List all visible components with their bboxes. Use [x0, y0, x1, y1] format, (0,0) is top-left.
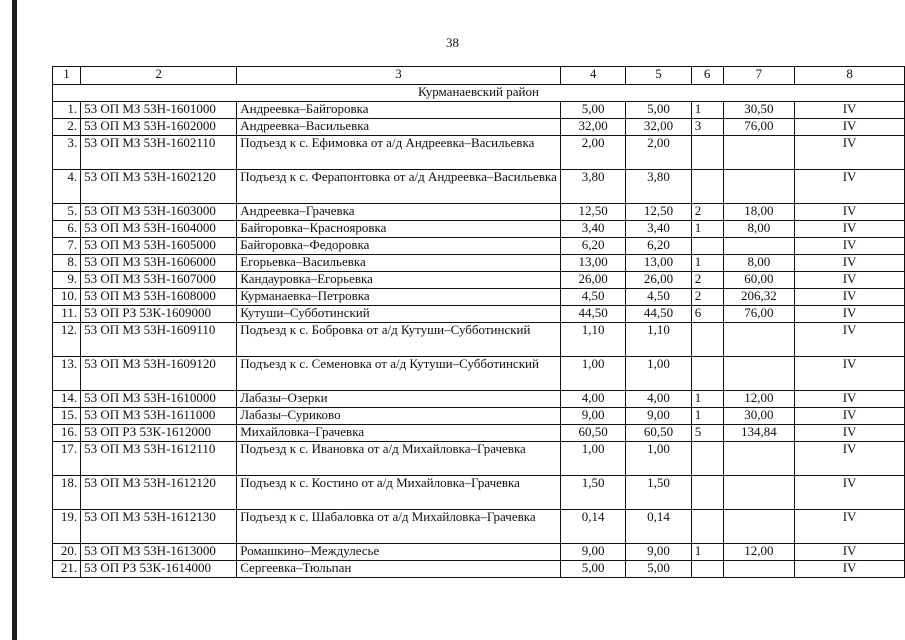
length-total-cell: 1,00 — [560, 357, 625, 391]
bridge-count-cell: 2 — [691, 204, 723, 221]
road-id-cell: 53 ОП РЗ 53К-1614000 — [81, 561, 237, 578]
row-number: 16. — [53, 425, 81, 442]
bridge-count-cell: 1 — [691, 408, 723, 425]
bridge-count-cell — [691, 170, 723, 204]
row-number: 6. — [53, 221, 81, 238]
bridge-count-cell: 2 — [691, 289, 723, 306]
bridge-count-cell: 1 — [691, 544, 723, 561]
table-row — [53, 476, 905, 510]
length-total-cell: 4,00 — [560, 391, 625, 408]
bridge-count-cell: 5 — [691, 425, 723, 442]
category-cell: IV — [795, 119, 905, 136]
row-number: 17. — [53, 442, 81, 476]
road-id-cell: 53 ОП МЗ 53Н-1607000 — [81, 272, 237, 289]
road-name-cell: Подъезд к с. Ефимовка от а/д Андреевка–Васильевка — [237, 136, 561, 170]
table-row — [53, 544, 905, 561]
row-number: 9. — [53, 272, 81, 289]
category-cell: IV — [795, 136, 905, 170]
bridge-length-cell — [723, 357, 795, 391]
bridge-length-cell: 76,00 — [723, 119, 795, 136]
header-cell: 7 — [723, 67, 795, 85]
row-number: 19. — [53, 510, 81, 544]
length-total-cell: 12,50 — [560, 204, 625, 221]
road-id-cell: 53 ОП МЗ 53Н-1602110 — [81, 136, 237, 170]
bridge-length-cell: 134,84 — [723, 425, 795, 442]
length-cell: 3,40 — [626, 221, 691, 238]
length-total-cell: 5,00 — [560, 102, 625, 119]
road-name-cell: Кандауровка–Егорьевка — [237, 272, 561, 289]
row-number: 15. — [53, 408, 81, 425]
road-name-cell: Андреевка–Байгоровка — [237, 102, 561, 119]
category-cell: IV — [795, 408, 905, 425]
table-row — [53, 204, 905, 221]
length-total-cell: 3,80 — [560, 170, 625, 204]
category-cell: IV — [795, 561, 905, 578]
length-cell: 1,00 — [626, 442, 691, 476]
length-total-cell: 1,00 — [560, 442, 625, 476]
row-number: 7. — [53, 238, 81, 255]
table-row — [53, 391, 905, 408]
row-number: 3. — [53, 136, 81, 170]
length-cell: 32,00 — [626, 119, 691, 136]
road-name-cell: Лабазы–Суриково — [237, 408, 561, 425]
length-total-cell: 13,00 — [560, 255, 625, 272]
length-cell: 1,10 — [626, 323, 691, 357]
length-total-cell: 6,20 — [560, 238, 625, 255]
category-cell: IV — [795, 255, 905, 272]
bridge-count-cell — [691, 136, 723, 170]
length-total-cell: 2,00 — [560, 136, 625, 170]
length-total-cell: 4,50 — [560, 289, 625, 306]
length-cell: 9,00 — [626, 544, 691, 561]
category-cell: IV — [795, 238, 905, 255]
road-name-cell: Егорьевка–Васильевка — [237, 255, 561, 272]
length-cell: 13,00 — [626, 255, 691, 272]
bridge-count-cell — [691, 357, 723, 391]
category-cell: IV — [795, 510, 905, 544]
category-cell: IV — [795, 204, 905, 221]
bridge-count-cell: 1 — [691, 255, 723, 272]
header-cell: 8 — [795, 67, 905, 85]
row-number: 14. — [53, 391, 81, 408]
bridge-count-cell — [691, 476, 723, 510]
bridge-count-cell — [691, 442, 723, 476]
length-total-cell: 32,00 — [560, 119, 625, 136]
length-cell: 0,14 — [626, 510, 691, 544]
table-row — [53, 323, 905, 357]
table-row — [53, 408, 905, 425]
road-name-cell: Лабазы–Озерки — [237, 391, 561, 408]
length-total-cell: 3,40 — [560, 221, 625, 238]
length-cell: 2,00 — [626, 136, 691, 170]
roads-table — [52, 66, 905, 578]
bridge-length-cell — [723, 136, 795, 170]
page-number: 38 — [446, 35, 459, 50]
bridge-length-cell: 18,00 — [723, 204, 795, 221]
table-row — [53, 136, 905, 170]
length-cell: 6,20 — [626, 238, 691, 255]
row-number: 1. — [53, 102, 81, 119]
length-total-cell: 9,00 — [560, 408, 625, 425]
table-row — [53, 170, 905, 204]
road-id-cell: 53 ОП МЗ 53Н-1612110 — [81, 442, 237, 476]
bridge-count-cell: 3 — [691, 119, 723, 136]
road-name-cell: Подъезд к с. Ферапонтовка от а/д Андреевка–Васильевка — [237, 170, 561, 204]
category-cell: IV — [795, 221, 905, 238]
road-id-cell: 53 ОП МЗ 53Н-1611000 — [81, 408, 237, 425]
category-cell: IV — [795, 272, 905, 289]
bridge-length-cell: 12,00 — [723, 544, 795, 561]
road-name-cell: Подъезд к с. Ивановка от а/д Михайловка–Грачевка — [237, 442, 561, 476]
length-cell: 12,50 — [626, 204, 691, 221]
table-row — [53, 272, 905, 289]
table-row — [53, 255, 905, 272]
bridge-length-cell — [723, 476, 795, 510]
road-id-cell: 53 ОП РЗ 53К-1612000 — [81, 425, 237, 442]
road-name-cell: Кутуши–Субботинский — [237, 306, 561, 323]
row-number: 5. — [53, 204, 81, 221]
bridge-length-cell: 206,32 — [723, 289, 795, 306]
bridge-length-cell — [723, 561, 795, 578]
road-id-cell: 53 ОП МЗ 53Н-1612130 — [81, 510, 237, 544]
scan-edge — [12, 0, 17, 640]
category-cell: IV — [795, 391, 905, 408]
bridge-count-cell: 1 — [691, 102, 723, 119]
road-id-cell: 53 ОП МЗ 53Н-1604000 — [81, 221, 237, 238]
bridge-count-cell — [691, 238, 723, 255]
road-name-cell: Михайловка–Грачевка — [237, 425, 561, 442]
length-cell: 4,50 — [626, 289, 691, 306]
road-id-cell: 53 ОП МЗ 53Н-1609120 — [81, 357, 237, 391]
length-cell: 1,00 — [626, 357, 691, 391]
row-number: 12. — [53, 323, 81, 357]
header-cell: 4 — [560, 67, 625, 85]
road-id-cell: 53 ОП МЗ 53Н-1601000 — [81, 102, 237, 119]
category-cell: IV — [795, 476, 905, 510]
road-id-cell: 53 ОП МЗ 53Н-1612120 — [81, 476, 237, 510]
length-total-cell: 9,00 — [560, 544, 625, 561]
length-cell: 4,00 — [626, 391, 691, 408]
row-number: 8. — [53, 255, 81, 272]
bridge-length-cell — [723, 238, 795, 255]
road-id-cell: 53 ОП МЗ 53Н-1610000 — [81, 391, 237, 408]
bridge-count-cell: 1 — [691, 221, 723, 238]
row-number: 10. — [53, 289, 81, 306]
length-cell: 44,50 — [626, 306, 691, 323]
bridge-count-cell: 6 — [691, 306, 723, 323]
length-total-cell: 44,50 — [560, 306, 625, 323]
table-row — [53, 425, 905, 442]
road-id-cell: 53 ОП МЗ 53Н-1602000 — [81, 119, 237, 136]
table-row — [53, 221, 905, 238]
road-name-cell: Подъезд к с. Костино от а/д Михайловка–Грачевка — [237, 476, 561, 510]
road-id-cell: 53 ОП МЗ 53Н-1605000 — [81, 238, 237, 255]
road-name-cell: Ромашкино–Междулесье — [237, 544, 561, 561]
bridge-count-cell — [691, 323, 723, 357]
length-cell: 5,00 — [626, 102, 691, 119]
district-row — [53, 85, 905, 102]
length-cell: 26,00 — [626, 272, 691, 289]
road-name-cell: Сергеевка–Тюльпан — [237, 561, 561, 578]
table-row — [53, 510, 905, 544]
table-row — [53, 306, 905, 323]
bridge-count-cell: 2 — [691, 272, 723, 289]
row-number: 13. — [53, 357, 81, 391]
road-name-cell: Курманаевка–Петровка — [237, 289, 561, 306]
table-row — [53, 119, 905, 136]
bridge-length-cell: 30,50 — [723, 102, 795, 119]
bridge-length-cell: 30,00 — [723, 408, 795, 425]
road-id-cell: 53 ОП МЗ 53Н-1606000 — [81, 255, 237, 272]
bridge-length-cell — [723, 170, 795, 204]
length-cell: 9,00 — [626, 408, 691, 425]
row-number: 18. — [53, 476, 81, 510]
length-total-cell: 26,00 — [560, 272, 625, 289]
road-id-cell: 53 ОП МЗ 53Н-1602120 — [81, 170, 237, 204]
road-name-cell: Андреевка–Васильевка — [237, 119, 561, 136]
road-name-cell: Подъезд к с. Семеновка от а/д Кутуши–Субботинский — [237, 357, 561, 391]
category-cell: IV — [795, 357, 905, 391]
district-name: Курманаевский район — [53, 85, 905, 102]
road-id-cell: 53 ОП МЗ 53Н-1613000 — [81, 544, 237, 561]
length-total-cell: 1,50 — [560, 476, 625, 510]
category-cell: IV — [795, 102, 905, 119]
road-name-cell: Байгоровка–Краснояровка — [237, 221, 561, 238]
length-total-cell: 5,00 — [560, 561, 625, 578]
length-total-cell: 0,14 — [560, 510, 625, 544]
header-cell: 2 — [81, 67, 237, 85]
road-id-cell: 53 ОП РЗ 53К-1609000 — [81, 306, 237, 323]
road-name-cell: Подъезд к с. Шабаловка от а/д Михайловка–Грачевка — [237, 510, 561, 544]
header-cell: 1 — [53, 67, 81, 85]
category-cell: IV — [795, 425, 905, 442]
row-number: 21. — [53, 561, 81, 578]
road-name-cell: Байгоровка–Федоровка — [237, 238, 561, 255]
header-row — [53, 67, 905, 85]
length-cell: 60,50 — [626, 425, 691, 442]
road-id-cell: 53 ОП МЗ 53Н-1609110 — [81, 323, 237, 357]
header-cell: 6 — [691, 67, 723, 85]
bridge-length-cell: 8,00 — [723, 221, 795, 238]
category-cell: IV — [795, 170, 905, 204]
bridge-count-cell — [691, 561, 723, 578]
road-name-cell: Подъезд к с. Бобровка от а/д Кутуши–Субботинский — [237, 323, 561, 357]
category-cell: IV — [795, 323, 905, 357]
category-cell: IV — [795, 289, 905, 306]
bridge-length-cell: 8,00 — [723, 255, 795, 272]
bridge-length-cell — [723, 442, 795, 476]
length-total-cell: 60,50 — [560, 425, 625, 442]
bridge-length-cell: 60,00 — [723, 272, 795, 289]
category-cell: IV — [795, 544, 905, 561]
table-row — [53, 289, 905, 306]
row-number: 2. — [53, 119, 81, 136]
road-name-cell: Андреевка–Грачевка — [237, 204, 561, 221]
header-cell: 5 — [626, 67, 691, 85]
header-cell: 3 — [237, 67, 561, 85]
length-cell: 1,50 — [626, 476, 691, 510]
length-total-cell: 1,10 — [560, 323, 625, 357]
bridge-count-cell — [691, 510, 723, 544]
table-row — [53, 357, 905, 391]
length-cell: 5,00 — [626, 561, 691, 578]
table-row — [53, 102, 905, 119]
table-row — [53, 238, 905, 255]
road-id-cell: 53 ОП МЗ 53Н-1608000 — [81, 289, 237, 306]
table-row — [53, 561, 905, 578]
row-number: 4. — [53, 170, 81, 204]
row-number: 20. — [53, 544, 81, 561]
bridge-count-cell: 1 — [691, 391, 723, 408]
bridge-length-cell: 12,00 — [723, 391, 795, 408]
category-cell: IV — [795, 442, 905, 476]
row-number: 11. — [53, 306, 81, 323]
bridge-length-cell — [723, 323, 795, 357]
bridge-length-cell: 76,00 — [723, 306, 795, 323]
category-cell: IV — [795, 306, 905, 323]
road-id-cell: 53 ОП МЗ 53Н-1603000 — [81, 204, 237, 221]
length-cell: 3,80 — [626, 170, 691, 204]
bridge-length-cell — [723, 510, 795, 544]
table-row — [53, 442, 905, 476]
